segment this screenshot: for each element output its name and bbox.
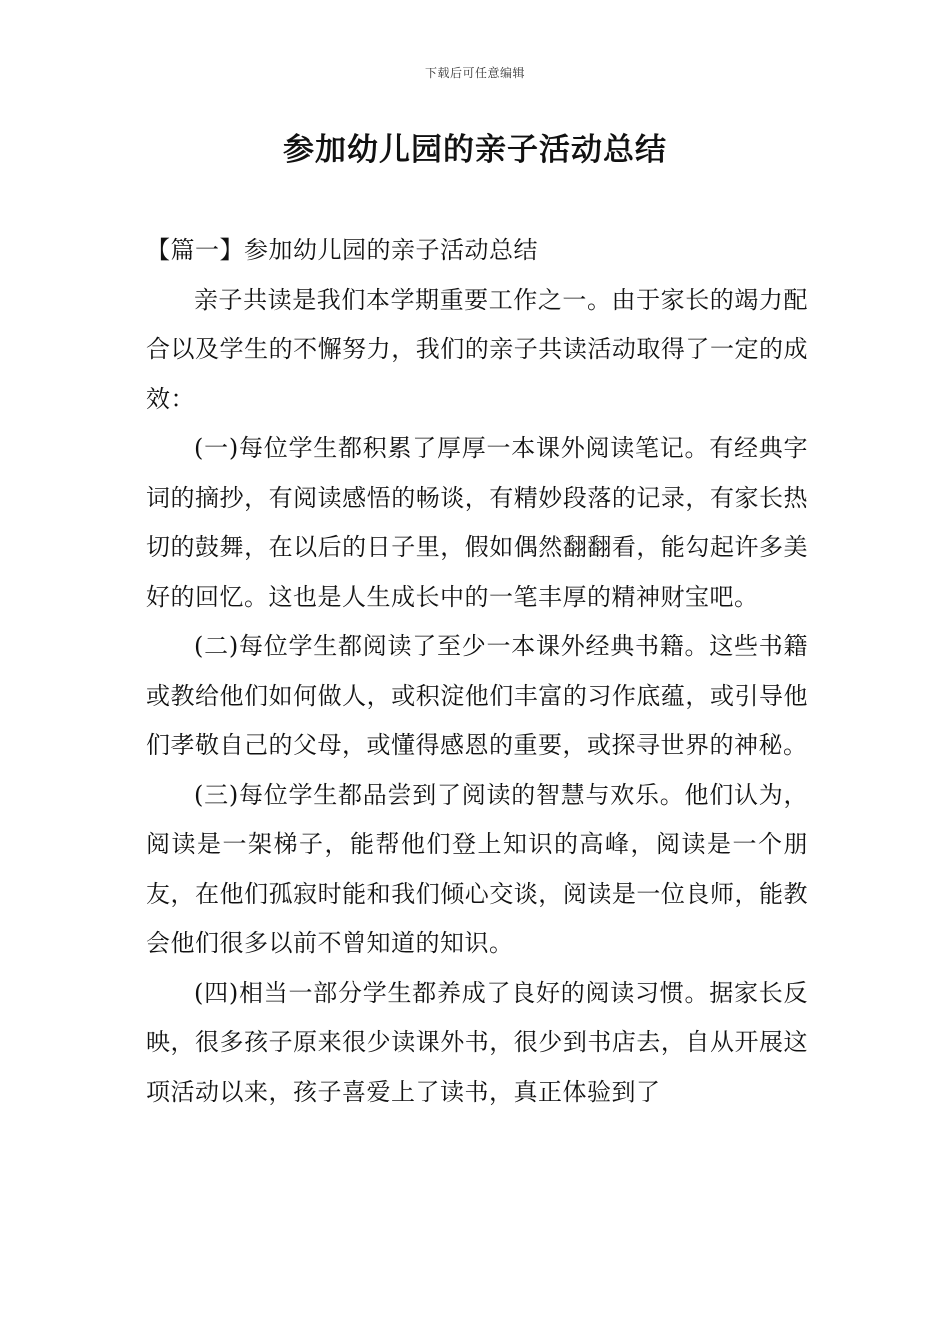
header-note: 下载后可任意编辑: [424, 66, 525, 80]
paragraph-intro: 亲子共读是我们本学期重要工作之一。由于家长的竭力配合以及学生的不懈努力，我们的亲子共读活动取得了一定的成效：: [146, 285, 808, 413]
paragraph-point-3: (三)每位学生都品尝到了阅读的智慧与欢乐。他们认为，阅读是一架梯子，能帮他们登上知识的高峰，阅读是一个朋友，在他们孤寂时能和我们倾心交谈，阅读是一位良师，能教会他们很多以前不曾知道的知识。: [146, 780, 808, 957]
paragraph-point-1: (一)每位学生都积累了厚厚一本课外阅读笔记。有经典字词的摘抄，有阅读感悟的畅谈，有精妙段落的记录，有家长热切的鼓舞，在以后的日子里，假如偶然翻翻看，能勾起许多美好的回忆。这也是人生成长中的一笔丰厚的精神财宝吧。: [146, 434, 808, 611]
paragraph-point-4: (四)相当一部分学生都养成了良好的阅读习惯。据家长反映，很多孩子原来很少读课外书，很少到书店去，自从开展这项活动以来，孩子喜爱上了读书，真正体验到了: [146, 978, 808, 1106]
section-heading: 【篇一】参加幼儿园的亲子活动总结: [146, 236, 538, 264]
document-title: 参加幼儿园的亲子活动总结: [283, 132, 667, 168]
document-body: [146, 226, 808, 1117]
paragraph-point-2: (二)每位学生都阅读了至少一本课外经典书籍。这些书籍或教给他们如何做人，或积淀他们丰富的习作底蕴，或引导他们孝敬自己的父母，或懂得感恩的重要，或探寻世界的神秘。: [146, 632, 808, 759]
